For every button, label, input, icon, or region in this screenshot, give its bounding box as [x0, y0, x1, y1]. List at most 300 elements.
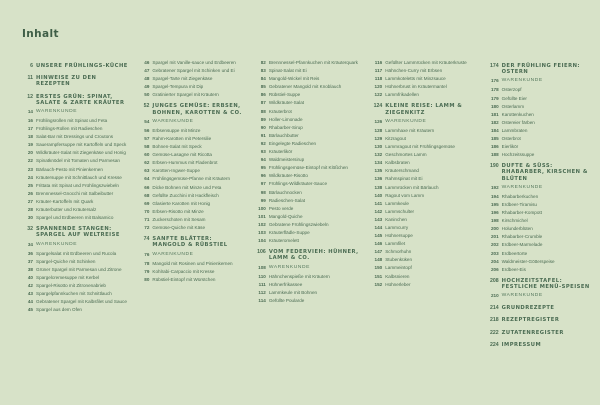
toc-entry — [255, 230, 361, 236]
entry-title: Gefüllter Lammrücken mit Kräuterkruste — [385, 60, 467, 65]
page-number: 38 — [27, 266, 33, 272]
toc-entry — [488, 136, 594, 142]
entry-title: WARENKUNDE — [501, 184, 543, 190]
page-number: 185 — [490, 135, 499, 141]
toc-entry — [138, 152, 244, 158]
toc-chapter — [488, 163, 594, 182]
page-number: 20 — [27, 150, 33, 156]
toc-entry — [22, 191, 128, 197]
toc-entry — [138, 92, 244, 98]
page-number: 46 — [144, 60, 150, 65]
toc-chapter — [488, 330, 594, 336]
toc-chapter — [138, 236, 244, 248]
page-number: 184 — [490, 127, 499, 133]
entry-title: Kräuterlikör — [268, 149, 293, 155]
entry-title: Zuckerschoten mit Sesam — [152, 216, 206, 222]
entry-title: Waldmeister-Götterspeise — [501, 258, 555, 264]
entry-title: Schmorhuhn — [385, 249, 412, 255]
entry-title: Rhabarber-Sirup — [268, 124, 303, 130]
page-number: 210 — [490, 293, 499, 299]
page-number: 194 — [490, 193, 499, 199]
toc-entry — [488, 226, 594, 232]
page-number: 49 — [144, 84, 150, 90]
toc-entry — [255, 100, 361, 106]
entry-title: WARENKUNDE — [152, 251, 194, 257]
page-number: 200 — [490, 226, 499, 232]
entry-title: Eingelegte Radieschen — [268, 140, 317, 146]
entry-title: Gemüse-Quiche mit Käse — [152, 225, 205, 230]
toc-entry — [138, 193, 244, 199]
page-number: 87 — [260, 100, 266, 106]
toc-entry — [255, 214, 361, 220]
toc-entry — [371, 160, 477, 166]
toc-entry — [22, 299, 128, 305]
toc-chapter — [138, 103, 244, 115]
toc-entry — [138, 185, 244, 191]
toc-column — [488, 60, 594, 405]
toc-entry — [255, 282, 361, 288]
entry-title: Spargel und Erdbeeren mit Balsamico — [36, 215, 114, 221]
entry-title: Erdbeer-Tiramisu — [501, 201, 537, 207]
entry-title: Lammragout mit Frühlingsgemüse — [385, 144, 455, 150]
page-number: 186 — [490, 144, 499, 150]
page-number: 28 — [27, 207, 33, 213]
page-number: 25 — [27, 182, 33, 188]
toc-entry — [22, 183, 128, 189]
page-number: 32 — [27, 226, 33, 233]
entry-title: Glasierte Karotten mit Honig — [152, 200, 211, 206]
entry-title: Rübstiel-Suppe — [268, 92, 301, 98]
page-number: 57 — [144, 135, 150, 141]
entry-title: Frühlings-Wildkräuter-Sauce — [268, 181, 328, 187]
toc-column — [22, 60, 128, 405]
toc-entry — [138, 209, 244, 215]
toc-entry — [138, 60, 244, 66]
page-number: 174 — [489, 63, 499, 69]
toc-chapter — [371, 103, 477, 115]
page-number: 26 — [27, 190, 33, 196]
toc-entry — [255, 238, 361, 244]
page-number: 202 — [490, 242, 499, 248]
toc-entry — [138, 76, 244, 82]
page-number: 114 — [258, 297, 266, 303]
entry-title: Rhabarberkuchen — [501, 193, 539, 199]
entry-title: DER FRÜHLING FEIERN: OSTERN — [501, 63, 580, 76]
entry-title: Erbsen-Hummus mit Fladenbrot — [152, 160, 218, 166]
entry-title: Hühnerleber — [385, 281, 411, 287]
toc-entry — [22, 175, 128, 181]
toc-entry — [371, 217, 477, 223]
page-number: 79 — [144, 268, 150, 274]
entry-title: Eierlikör — [501, 144, 519, 150]
page-number: 195 — [490, 201, 499, 207]
entry-title: Erdbeer-Marmelade — [501, 242, 543, 248]
page-number: 90 — [260, 124, 266, 130]
page-number: 151 — [374, 273, 383, 279]
page-number: 11 — [27, 75, 33, 82]
toc-entry — [22, 251, 128, 257]
entry-title: Kräuterschmand — [385, 168, 419, 174]
toc-chapter — [488, 278, 594, 290]
toc-entry — [488, 242, 594, 248]
entry-title: Holunderblüten — [501, 226, 533, 232]
page-number: 40 — [27, 274, 33, 280]
entry-title: JUNGES GEMÜSE: ERBSEN, BOHNEN, KAROTTEN & CO. — [152, 103, 242, 116]
toc-entry — [138, 261, 244, 267]
page-number: 6 — [30, 63, 33, 69]
page-number: 34 — [27, 241, 33, 247]
toc-column — [255, 60, 361, 405]
entry-title: Erbsensuppe mit Minze — [152, 127, 201, 133]
page-number: 117 — [374, 68, 383, 74]
page-number: 190 — [489, 163, 499, 170]
entry-title: Kirschmichel — [501, 218, 528, 224]
page-number: 136 — [374, 176, 383, 182]
entry-title: Bärlauch-Pesto mit Pinienkernen — [36, 166, 103, 172]
entry-title: Waldmeistersirup — [268, 157, 305, 163]
page-number: 124 — [373, 103, 383, 110]
page-number: 88 — [260, 108, 266, 114]
page-number: 103 — [258, 229, 266, 235]
entry-title: Frühlings-Rollen mit Radieschen — [36, 126, 103, 132]
page-number: 108 — [258, 264, 266, 270]
toc-entry — [22, 142, 128, 148]
page-number: 214 — [489, 305, 499, 312]
entry-title: Spinat-Salat mit Ei — [268, 68, 307, 74]
entry-title: Mangold-Wickel mit Reis — [268, 76, 320, 82]
toc-entry — [255, 173, 361, 179]
page-number: 47 — [144, 68, 150, 74]
entry-title: IMPRESSUM — [501, 341, 542, 348]
toc-entry — [22, 118, 128, 124]
entry-title: Rahmspinat mit Ei — [385, 176, 423, 182]
page-number: 60 — [144, 152, 150, 158]
entry-title: Gebratener Mangold mit Knoblauch — [268, 84, 342, 90]
toc-entry — [371, 274, 477, 280]
toc-entry — [22, 275, 128, 281]
toc-entry — [138, 201, 244, 207]
toc-entry — [255, 298, 361, 304]
entry-title: Bärlauchbutter — [268, 132, 299, 138]
entry-title: Lammkoteletts mit Minzsauce — [385, 76, 446, 82]
entry-title: Hühnerbrust im Kräutermantel — [385, 84, 447, 90]
page-number: 192 — [490, 184, 499, 190]
entry-title: Lammfrikadellen — [385, 92, 419, 98]
toc-entry — [22, 158, 128, 164]
entry-title: Mangold-Quiche — [268, 213, 303, 219]
toc-chapter — [255, 249, 361, 261]
entry-title: VOM FEDERVIEH: HÜHNER, LAMM & CO. — [268, 249, 359, 262]
toc-entry — [371, 128, 477, 134]
toc-entry — [488, 152, 594, 158]
toc-entry — [371, 136, 477, 142]
entry-title: Spinatknödel mit Tomaten und Parmesan — [36, 158, 120, 164]
entry-title: Erdbeer-Eis — [501, 266, 526, 272]
page-number: 48 — [144, 76, 150, 82]
toc-entry — [138, 128, 244, 134]
toc-entry — [138, 160, 244, 166]
toc-columns — [22, 60, 594, 405]
entry-title: WARENKUNDE — [152, 118, 194, 124]
toc-entry — [371, 257, 477, 263]
page-number: 83 — [260, 68, 266, 74]
entry-title: Lammeintopf — [385, 265, 412, 271]
page-number: 203 — [490, 250, 499, 256]
toc-entry — [371, 201, 477, 207]
toc-entry — [138, 269, 244, 275]
page-number: 178 — [490, 87, 499, 93]
page-number: 138 — [374, 184, 383, 190]
toc-chapter — [22, 94, 128, 106]
toc-entry — [371, 144, 477, 150]
toc-entry — [22, 267, 128, 273]
page-number: 179 — [490, 95, 499, 101]
page-number: 69 — [144, 200, 150, 206]
page-number: 130 — [374, 144, 383, 150]
page-number: 118 — [374, 76, 383, 82]
entry-title: Kräuterbutter und Kräutersalz — [36, 207, 97, 213]
toc-entry — [255, 190, 361, 196]
page-number: 24 — [27, 174, 33, 180]
entry-title: WARENKUNDE — [36, 241, 78, 247]
page-number: 68 — [144, 192, 150, 198]
toc-entry — [255, 76, 361, 82]
toc-chapter — [488, 305, 594, 311]
entry-title: Kräuterflädle-Suppe — [268, 229, 310, 235]
entry-title: Spargelsalat mit Erdbeeren und Rucola — [36, 250, 117, 256]
toc-entry — [255, 109, 361, 115]
toc-entry — [371, 185, 477, 191]
entry-title: Kräutersuppe mit Schnittlauch und Kresse — [36, 174, 122, 180]
entry-title: Osterzopf — [501, 87, 522, 93]
toc-entry — [371, 249, 477, 255]
page-number: 19 — [27, 142, 33, 148]
page-number: 150 — [374, 265, 383, 271]
entry-title: Kräuter-Kartoffeln mit Quark — [36, 198, 94, 204]
page-number: 101 — [258, 213, 266, 219]
toc-section — [138, 119, 244, 125]
entry-title: Kalbsbraten — [385, 160, 410, 166]
entry-title: Rübstiel-Eintopf mit Würstchen — [152, 276, 216, 282]
entry-title: Wildkräuter-Salat — [268, 100, 305, 106]
page-number: 58 — [144, 144, 150, 150]
page-number: 93 — [260, 149, 266, 155]
entry-title: HOCHZEITSTAFEL: FESTLICHE MENÜ-SPEISEN — [501, 277, 590, 290]
entry-title: Rahm-Karotten mit Petersilie — [152, 135, 212, 141]
entry-title: Kohlrabi-Carpaccio mit Kresse — [152, 268, 215, 274]
entry-title: Sauerampfersuppe mit Kartoffeln und Speck — [36, 142, 127, 148]
page-number: 50 — [144, 92, 150, 98]
page-number: 152 — [374, 281, 383, 287]
toc-entry — [371, 84, 477, 90]
page-number: 198 — [490, 218, 499, 224]
toc-entry — [488, 218, 594, 224]
page-number: 72 — [144, 225, 150, 230]
toc-entry — [488, 87, 594, 93]
page-number: 22 — [27, 158, 33, 164]
page-number: 98 — [260, 189, 266, 195]
entry-title: Lammfilet — [385, 241, 406, 247]
toc-entry — [488, 251, 594, 257]
entry-title: Frittata mit Spinat und Frühlingszwiebeln — [36, 182, 119, 188]
page-number: 86 — [260, 92, 266, 98]
entry-title: ZUTATENREGISTER — [501, 329, 564, 336]
page-number: 99 — [260, 197, 266, 203]
entry-title: WARENKUNDE — [501, 293, 543, 299]
toc-entry — [22, 259, 128, 265]
page-number: 70 — [144, 208, 150, 214]
entry-title: Holler-Limonade — [268, 116, 303, 122]
page-number: 132 — [374, 152, 383, 158]
page-number: 23 — [27, 166, 33, 172]
page-number: 222 — [489, 329, 499, 336]
entry-title: Dicke Bohnen mit Minze und Feta — [152, 184, 222, 190]
page-number: 52 — [143, 103, 150, 110]
page-number: 62 — [144, 160, 150, 166]
toc-section — [488, 293, 594, 299]
toc-entry — [371, 92, 477, 98]
toc-entry — [22, 199, 128, 205]
entry-title: Spargelpfannkuchen mit Schnittlauch — [36, 291, 112, 297]
toc-entry — [371, 225, 477, 231]
page-number: 129 — [374, 135, 383, 141]
entry-title: Frühlingsgemüse-Eintopf mit Klößchen — [268, 165, 348, 171]
entry-title: Gebratene Frühlingszwiebeln — [268, 221, 329, 227]
toc-entry — [488, 104, 594, 110]
toc-entry — [371, 168, 477, 174]
page-number: 143 — [374, 216, 383, 222]
entry-title: Stubenküken — [385, 257, 413, 263]
entry-title: UNSERE FRÜHLINGS-KÜCHE — [36, 63, 128, 69]
page-number: 91 — [260, 132, 266, 138]
toc-entry — [255, 125, 361, 131]
toc-entry — [138, 176, 244, 182]
entry-title: Spargel aus dem Ofen — [36, 307, 82, 313]
entry-title: WARENKUNDE — [268, 264, 310, 270]
entry-title: Grüner Spargel mit Parmesan und Zitrone — [36, 266, 122, 272]
toc-entry — [371, 60, 477, 66]
toc-entry — [371, 241, 477, 247]
page-number: 180 — [490, 103, 499, 109]
page-number: 218 — [489, 317, 499, 324]
page-number: 85 — [260, 84, 266, 90]
page-number: 120 — [374, 84, 383, 90]
toc-entry — [488, 120, 594, 126]
toc-entry — [255, 206, 361, 212]
toc-entry — [488, 234, 594, 240]
page-number: 71 — [144, 216, 150, 222]
entry-title: Ragout vom Lamm — [385, 192, 425, 198]
page-number: 141 — [374, 200, 383, 206]
toc-entry — [255, 60, 361, 66]
toc-section — [255, 265, 361, 271]
page-number: 82 — [260, 60, 266, 65]
page-number: 97 — [260, 181, 266, 187]
page-number: 128 — [374, 127, 383, 133]
page-number: 44 — [27, 299, 33, 305]
entry-title: HINWEISE ZU DEN REZEPTEN — [36, 75, 97, 88]
page-number: 208 — [489, 277, 499, 284]
toc-entry — [255, 84, 361, 90]
entry-title: Spargel-Tarte mit Ziegenkäse — [152, 76, 213, 82]
entry-title: Lammhaxe mit Kräutern — [385, 127, 435, 133]
toc-section — [371, 119, 477, 125]
entry-title: Wildkräuter-Salat mit Ziegenkäse und Honig — [36, 150, 126, 156]
entry-title: Gratinierter Spargel mit Kräutern — [152, 92, 219, 98]
entry-title: Brennnessel-Gnocchi mit Salbeibutter — [36, 190, 114, 196]
page-number: 42 — [27, 283, 33, 289]
toc-entry — [371, 209, 477, 215]
entry-title: Osterbrot — [501, 135, 521, 141]
page-number: 27 — [27, 198, 33, 204]
toc-entry — [255, 92, 361, 98]
page-number: 102 — [258, 221, 266, 227]
toc-entry — [22, 283, 128, 289]
page-number: 30 — [27, 215, 33, 221]
entry-title: Bärlauchnocken — [268, 189, 302, 195]
page-number: 37 — [27, 258, 33, 264]
toc-chapter — [22, 63, 128, 69]
toc-entry — [138, 136, 244, 142]
page-title: Inhalt — [22, 28, 59, 40]
toc-entry — [255, 181, 361, 187]
page-number: 122 — [374, 92, 383, 98]
toc-entry — [488, 202, 594, 208]
page-number: 110 — [258, 273, 266, 279]
page-number: 196 — [490, 210, 499, 216]
entry-title: Rhabarber-Crumble — [501, 234, 543, 240]
entry-title: GRUNDREZEPTE — [501, 305, 555, 312]
page-number: 54 — [144, 118, 150, 124]
toc-entry — [22, 134, 128, 140]
entry-title: Hühnerfrikassee — [268, 281, 303, 287]
entry-title: Lammbraten — [501, 127, 528, 133]
page-number: 176 — [490, 78, 499, 84]
page-number: 80 — [144, 276, 150, 282]
entry-title: Wildkräuter-Risotto — [268, 173, 308, 179]
entry-title: Hähnchen-Curry mit Erbsen — [385, 68, 443, 74]
toc-entry — [255, 198, 361, 204]
toc-entry — [138, 277, 244, 283]
entry-title: Ostereier färben — [501, 119, 535, 125]
entry-title: DUFTE & SÜSS: RHABARBER, KIRSCHEN & BLÜTEN — [501, 163, 588, 182]
toc-entry — [255, 149, 361, 155]
page-number: 12 — [27, 93, 33, 100]
page-number: 74 — [143, 236, 150, 243]
page-number: 116 — [374, 60, 383, 65]
entry-title: Spargel mit Vanille-sauce und Erdbeeren — [152, 60, 236, 65]
entry-title: Geschmortes Lamm — [385, 152, 427, 158]
toc-entry — [22, 167, 128, 173]
entry-title: Gebratener Spargel mit Schinken und Ei — [152, 68, 235, 74]
entry-title: Pesto verde — [268, 205, 294, 211]
entry-title: WARENKUNDE — [501, 78, 543, 84]
entry-title: Spargel-Quiche mit Schinken — [36, 258, 96, 264]
page-number: 36 — [27, 250, 33, 256]
toc-entry — [255, 68, 361, 74]
page-number: 206 — [490, 266, 499, 272]
page-number: 14 — [27, 109, 33, 115]
entry-title: Kräuterbrot — [268, 108, 292, 114]
entry-title: Kräuteromelett — [268, 238, 299, 244]
toc-column — [371, 60, 477, 405]
toc-entry — [22, 291, 128, 297]
entry-title: Gefüllte Zucchini mit Hackfleisch — [152, 192, 219, 198]
toc-section — [22, 242, 128, 248]
page-number: 16 — [27, 118, 33, 124]
toc-entry — [488, 194, 594, 200]
entry-title: Kalbsnieren — [385, 273, 410, 279]
